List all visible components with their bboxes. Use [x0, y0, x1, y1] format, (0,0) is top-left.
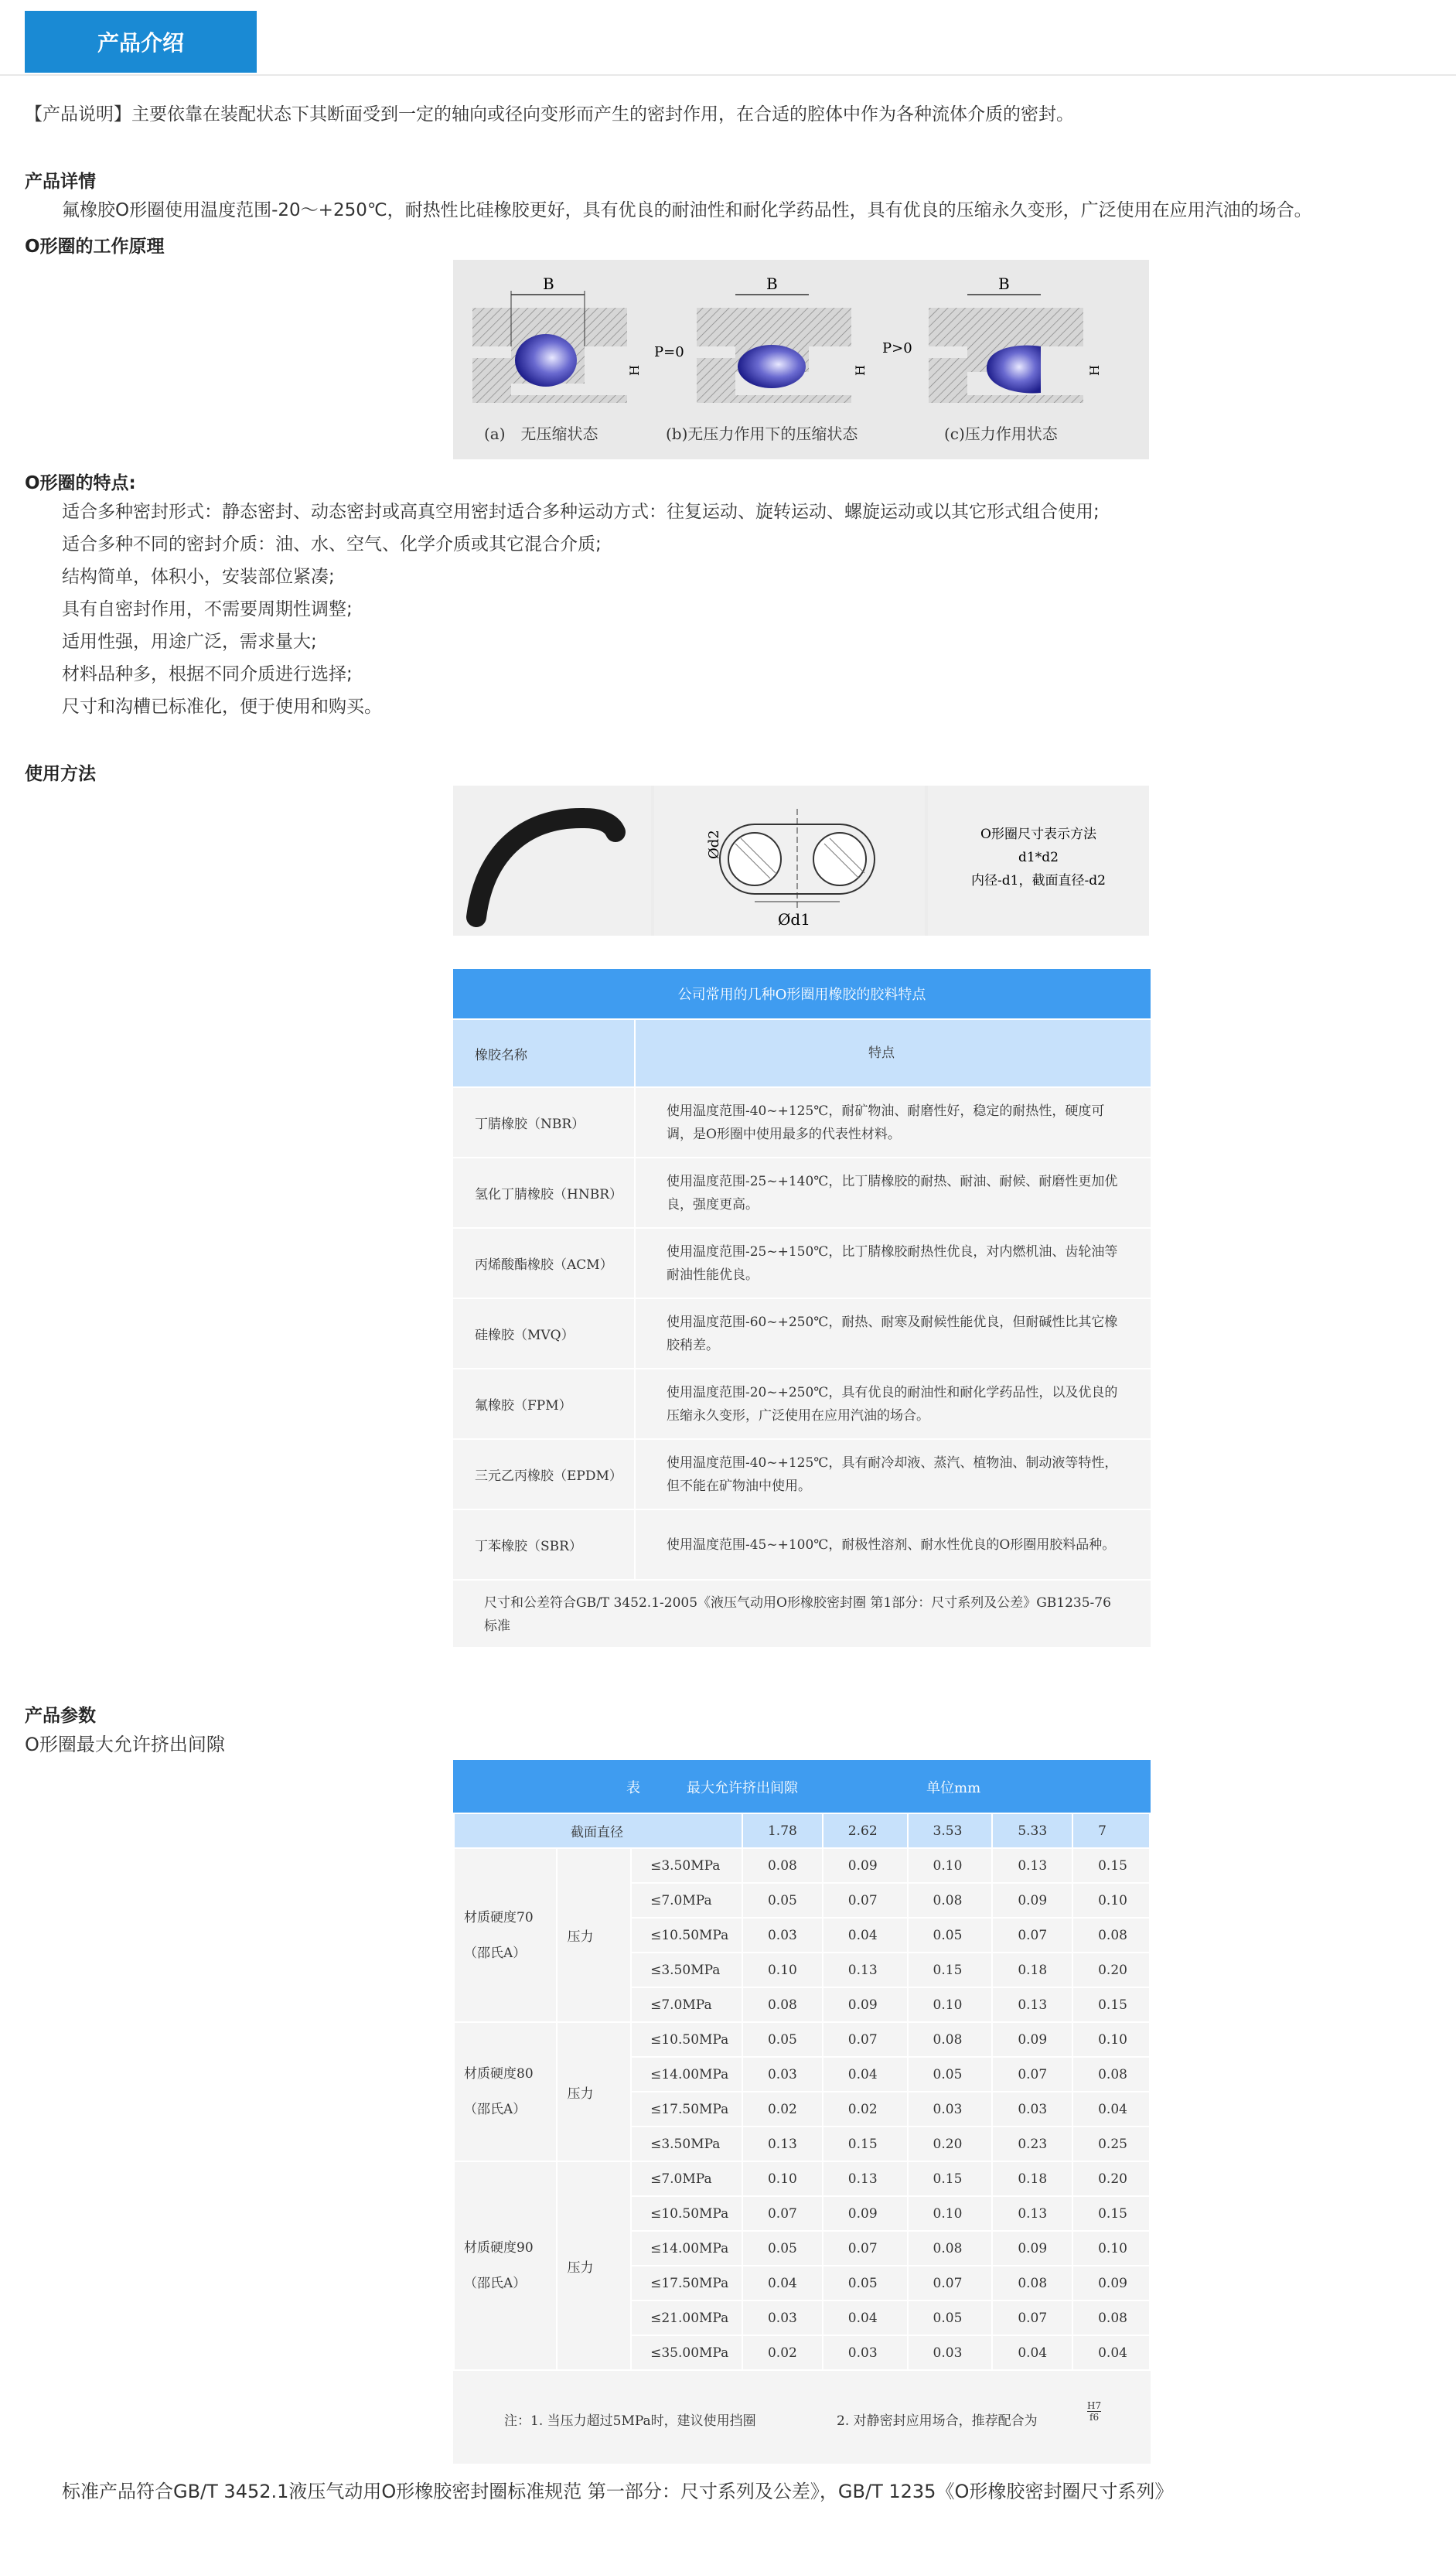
clearance-value: 0.05 — [908, 1918, 993, 1953]
diameter-value: 7 — [1072, 1813, 1150, 1848]
clearance-value: 0.05 — [908, 2057, 993, 2092]
rubber-name: 丁腈橡胶（NBR） — [453, 1088, 636, 1157]
fit-numerator: H7 — [1087, 2400, 1102, 2411]
dim-b-label: B — [543, 275, 554, 293]
clearance-value: 0.07 — [823, 1883, 908, 1918]
state-a-diagram — [472, 275, 684, 443]
clearance-value: 0.04 — [823, 2300, 908, 2335]
table-row — [454, 2022, 1150, 2057]
rubber-name: 三元乙丙橡胶（EPDM） — [453, 1440, 636, 1509]
rubber-desc: 使用温度范围-25~+140℃，比丁腈橡胶的耐热、耐油、耐候、耐磨性更加优良，强度更高。 — [667, 1173, 1118, 1212]
clearance-value: 0.03 — [742, 1918, 823, 1953]
pressure-value: ≤17.50MPa — [631, 2092, 742, 2127]
clearance-value: 0.10 — [908, 1848, 993, 1883]
rubber-desc: 使用温度范围-60~+250℃，耐热、耐寒及耐候性能优良，但耐碱性比其它橡胶稍差。 — [667, 1314, 1118, 1353]
fit-fraction — [1087, 2400, 1101, 2423]
working-principle-figure — [453, 260, 1149, 459]
clearance-value: 0.23 — [992, 2127, 1072, 2161]
clearance-value: 0.07 — [823, 2022, 908, 2057]
diameter-value: 1.78 — [742, 1813, 823, 1848]
clearance-value: 0.15 — [908, 1953, 993, 1987]
dim-b-label: B — [998, 275, 1010, 293]
clearance-value: 0.08 — [1072, 2057, 1150, 2092]
clearance-value: 0.15 — [1072, 2196, 1150, 2231]
pressure-value: ≤7.0MPa — [631, 1883, 742, 1918]
clearance-value: 0.13 — [823, 2161, 908, 2196]
clearance-value: 0.03 — [908, 2335, 993, 2370]
pressure-value: ≤14.00MPa — [631, 2231, 742, 2266]
clearance-value: 0.08 — [908, 2231, 993, 2266]
clearance-value: 0.09 — [992, 2022, 1072, 2057]
section-diameter-label: 截面直径 — [454, 1813, 742, 1848]
clearance-grid — [453, 1813, 1151, 2371]
feature-item: 结构简单，体积小，安装部位紧凑; — [62, 567, 335, 587]
params-subheading: O形圈最大允许挤出间隙 — [25, 1734, 225, 1755]
clearance-value: 0.15 — [1072, 1848, 1150, 1883]
rubber-desc: 使用温度范围-25~+150℃，比丁腈橡胶耐热性优良，对内燃机油、齿轮油等耐油性能优良。 — [667, 1243, 1118, 1283]
clearance-value: 0.05 — [823, 2266, 908, 2300]
diameter-header-row — [454, 1813, 1150, 1848]
clearance-value: 0.08 — [1072, 1918, 1150, 1953]
clearance-value: 0.02 — [742, 2092, 823, 2127]
clearance-value: 0.13 — [992, 2196, 1072, 2231]
standard-compliance-note: 标准产品符合GB/T 3452.1液压气动用O形橡胶密封圈标准规范 第一部分：尺寸系列及公差》，GB/T 1235《O形橡胶密封圈尺寸系列》 — [62, 2481, 1174, 2502]
state-b-diagram — [666, 275, 912, 443]
clearance-value: 0.07 — [908, 2266, 993, 2300]
table-row — [453, 1086, 1151, 1157]
dim-h-label: H — [853, 365, 868, 376]
table-row — [453, 1227, 1151, 1298]
table-row — [453, 1509, 1151, 1579]
feature-item: 材料品种多，根据不同介质进行选择; — [62, 664, 353, 684]
clearance-value: 0.09 — [992, 2231, 1072, 2266]
title-main: 最大允许挤出间隙 — [687, 1780, 798, 1796]
tab-product-intro[interactable]: 产品介绍 — [25, 11, 257, 73]
extrusion-clearance-table — [453, 1760, 1151, 2464]
pressure-value: ≤7.0MPa — [631, 2161, 742, 2196]
tab-bar — [0, 0, 1456, 76]
table-row — [453, 1438, 1151, 1509]
d1-label: Ød1 — [778, 910, 810, 929]
details-heading: 产品详情 — [25, 172, 96, 192]
rubber-name: 丙烯酸酯橡胶（ACM） — [453, 1229, 636, 1298]
table-row — [453, 1368, 1151, 1438]
rubber-desc: 使用温度范围-40~+125℃，具有耐冷却液、蒸汽、植物油、制动液等特性，但不能在矿物油中使用。 — [667, 1455, 1118, 1494]
pressure-value: ≤3.50MPa — [631, 1848, 742, 1883]
clearance-value: 0.05 — [908, 2300, 993, 2335]
table-row — [453, 1157, 1151, 1227]
params-heading: 产品参数 — [25, 1706, 96, 1726]
clearance-value: 0.09 — [1072, 2266, 1150, 2300]
clearance-value: 0.10 — [742, 2161, 823, 2196]
clearance-value: 0.18 — [992, 2161, 1072, 2196]
clearance-value: 0.10 — [1072, 1883, 1150, 1918]
caption-c: (c)压力作用状态 — [944, 425, 1058, 443]
dim-h-label: H — [1087, 365, 1102, 376]
pressure-value: ≤10.50MPa — [631, 1918, 742, 1953]
clearance-value: 0.08 — [742, 1987, 823, 2022]
clearance-value: 0.04 — [1072, 2335, 1150, 2370]
o-ring-states-diagram — [453, 260, 1149, 459]
rubber-compound-table — [453, 969, 1151, 1647]
clearance-value: 0.10 — [908, 1987, 993, 2022]
pressure-label: 压力 — [557, 2161, 631, 2370]
table-title — [453, 1760, 1151, 1813]
rubber-desc: 使用温度范围-20~+250℃，具有优良的耐油性和耐化学药品性，以及优良的压缩永久变形，广泛使用在应用汽油的场合。 — [667, 1384, 1118, 1424]
pressure-value: ≤21.00MPa — [631, 2300, 742, 2335]
table-footer-note: 尺寸和公差符合GB/T 3452.1-2005《液压气动用O形橡胶密封圈 第1部分：尺寸系列及公差》GB1235-76标准 — [453, 1579, 1151, 1647]
title-table-label: 表 — [626, 1780, 640, 1796]
pressure-value: ≤10.50MPa — [631, 2022, 742, 2057]
rubber-name: 硅橡胶（MVQ） — [453, 1299, 636, 1368]
clearance-value: 0.04 — [823, 1918, 908, 1953]
usage-figure — [453, 786, 1149, 936]
clearance-value: 0.05 — [742, 2022, 823, 2057]
note-2: 2. 对静密封应用场合，推荐配合为 — [837, 2413, 1038, 2429]
table-row — [453, 1298, 1151, 1368]
rubber-name: 氢化丁腈橡胶（HNBR） — [453, 1158, 636, 1227]
note-1: 注：1. 当压力超过5MPa时，建议使用挡圈 — [504, 2413, 756, 2429]
table-header-row — [453, 1018, 1151, 1086]
feature-item: 适用性强，用途广泛，需求量大; — [62, 632, 317, 652]
clearance-value: 0.09 — [823, 1848, 908, 1883]
material-hardness: 材质硬度90（邵氏A） — [454, 2161, 557, 2370]
clearance-value: 0.04 — [992, 2335, 1072, 2370]
clearance-value: 0.13 — [992, 1848, 1072, 1883]
pressure-label: 压力 — [557, 1848, 631, 2022]
pressure-label: 压力 — [557, 2022, 631, 2161]
dim-h-label: H — [627, 365, 642, 376]
diameter-value: 5.33 — [992, 1813, 1072, 1848]
table-title: 公司常用的几种O形圈用橡胶的胶料特点 — [453, 969, 1151, 1018]
clearance-value: 0.03 — [823, 2335, 908, 2370]
clearance-value: 0.03 — [742, 2057, 823, 2092]
clearance-value: 0.07 — [992, 2057, 1072, 2092]
size-notation-title: O形圈尺寸表示方法 — [980, 827, 1096, 842]
rubber-desc: 使用温度范围-45~+100℃，耐极性溶剂、耐水性优良的O形圈用胶料品种。 — [667, 1537, 1116, 1553]
clearance-value: 0.04 — [742, 2266, 823, 2300]
clearance-value: 0.03 — [992, 2092, 1072, 2127]
clearance-value: 0.07 — [742, 2196, 823, 2231]
clearance-value: 0.02 — [742, 2335, 823, 2370]
rubber-name: 丁苯橡胶（SBR） — [453, 1510, 636, 1579]
pressure-value: ≤35.00MPa — [631, 2335, 742, 2370]
clearance-value: 0.08 — [908, 2022, 993, 2057]
clearance-value: 0.13 — [992, 1987, 1072, 2022]
d2-label: Ød2 — [706, 830, 722, 859]
clearance-value: 0.07 — [823, 2231, 908, 2266]
table-row — [454, 2161, 1150, 2196]
pressure-zero-label: P=0 — [654, 344, 684, 360]
size-notation-meaning: 内径-d1，截面直径-d2 — [971, 873, 1106, 888]
clearance-value: 0.20 — [1072, 2161, 1150, 2196]
details-text: 氟橡胶O形圈使用温度范围-20～+250℃，耐热性比硅橡胶更好，具有优良的耐油性和耐化学药品性，具有优良的压缩永久变形，广泛使用在应用汽油的场合。 — [62, 200, 1312, 220]
size-notation-format: d1*d2 — [1018, 850, 1059, 865]
clearance-value: 0.02 — [823, 2092, 908, 2127]
clearance-value: 0.20 — [1072, 1953, 1150, 1987]
clearance-value: 0.07 — [992, 2300, 1072, 2335]
clearance-value: 0.25 — [1072, 2127, 1150, 2161]
diameter-value: 3.53 — [908, 1813, 993, 1848]
features-heading: O形圈的特点: — [25, 473, 136, 493]
usage-heading: 使用方法 — [25, 764, 96, 784]
title-unit: 单位mm — [926, 1780, 981, 1796]
clearance-value: 0.08 — [908, 1883, 993, 1918]
clearance-value: 0.13 — [742, 2127, 823, 2161]
pressure-value: ≤14.00MPa — [631, 2057, 742, 2092]
material-hardness: 材质硬度80（邵氏A） — [454, 2022, 557, 2161]
clearance-value: 0.15 — [823, 2127, 908, 2161]
clearance-value: 0.03 — [908, 2092, 993, 2127]
clearance-value: 0.04 — [1072, 2092, 1150, 2127]
table-note — [453, 2371, 1151, 2464]
clearance-value: 0.15 — [1072, 1987, 1150, 2022]
header-rubber-name: 橡胶名称 — [453, 1020, 636, 1086]
o-ring-dimension-diagram — [453, 786, 1149, 936]
diameter-value: 2.62 — [823, 1813, 908, 1848]
caption-a: (a) 无压缩状态 — [484, 425, 598, 443]
header-characteristics: 特点 — [868, 1045, 895, 1061]
clearance-value: 0.15 — [908, 2161, 993, 2196]
clearance-value: 0.09 — [823, 2196, 908, 2231]
clearance-value: 0.05 — [742, 2231, 823, 2266]
clearance-value: 0.08 — [992, 2266, 1072, 2300]
clearance-value: 0.10 — [908, 2196, 993, 2231]
feature-item: 具有自密封作用，不需要周期性调整; — [62, 599, 353, 619]
pressure-positive-label: P>0 — [882, 340, 912, 356]
clearance-value: 0.09 — [823, 1987, 908, 2022]
clearance-value: 0.18 — [992, 1953, 1072, 1987]
rubber-desc: 使用温度范围-40~+125℃，耐矿物油、耐磨性好，稳定的耐热性，硬度可调，是O形圈中使用最多的代表性材料。 — [667, 1103, 1105, 1142]
clearance-value: 0.08 — [1072, 2300, 1150, 2335]
state-c-diagram — [929, 275, 1102, 443]
feature-item: 适合多种不同的密封介质：油、水、空气、化学介质或其它混合介质; — [62, 534, 602, 554]
clearance-value: 0.08 — [742, 1848, 823, 1883]
material-hardness: 材质硬度70（邵氏A） — [454, 1848, 557, 2022]
rubber-name: 氟橡胶（FPM） — [453, 1369, 636, 1438]
pressure-value: ≤3.50MPa — [631, 2127, 742, 2161]
clearance-value: 0.04 — [823, 2057, 908, 2092]
feature-item: 尺寸和沟槽已标准化，便于使用和购买。 — [62, 697, 382, 717]
principle-heading: O形圈的工作原理 — [25, 237, 165, 257]
pressure-value: ≤3.50MPa — [631, 1953, 742, 1987]
table-row — [454, 1848, 1150, 1883]
feature-item: 适合多种密封形式：静态密封、动态密封或高真空用密封适合多种运动方式：往复运动、旋转运动、螺旋运动或以其它形式组合使用; — [62, 502, 1100, 522]
clearance-value: 0.10 — [1072, 2022, 1150, 2057]
pressure-value: ≤7.0MPa — [631, 1987, 742, 2022]
clearance-value: 0.20 — [908, 2127, 993, 2161]
pressure-value: ≤17.50MPa — [631, 2266, 742, 2300]
product-description: 【产品说明】主要依靠在装配状态下其断面受到一定的轴向或径向变形而产生的密封作用，在合适的腔体中作为各种流体介质的密封。 — [25, 104, 1074, 124]
clearance-value: 0.13 — [823, 1953, 908, 1987]
clearance-value: 0.10 — [1072, 2231, 1150, 2266]
clearance-value: 0.07 — [992, 1918, 1072, 1953]
clearance-value: 0.05 — [742, 1883, 823, 1918]
pressure-value: ≤10.50MPa — [631, 2196, 742, 2231]
fit-denominator: f6 — [1089, 2412, 1100, 2423]
clearance-value: 0.03 — [742, 2300, 823, 2335]
clearance-value: 0.10 — [742, 1953, 823, 1987]
clearance-value: 0.09 — [992, 1883, 1072, 1918]
caption-b: (b)无压力作用下的压缩状态 — [666, 425, 858, 443]
dim-b-label: B — [766, 275, 778, 293]
